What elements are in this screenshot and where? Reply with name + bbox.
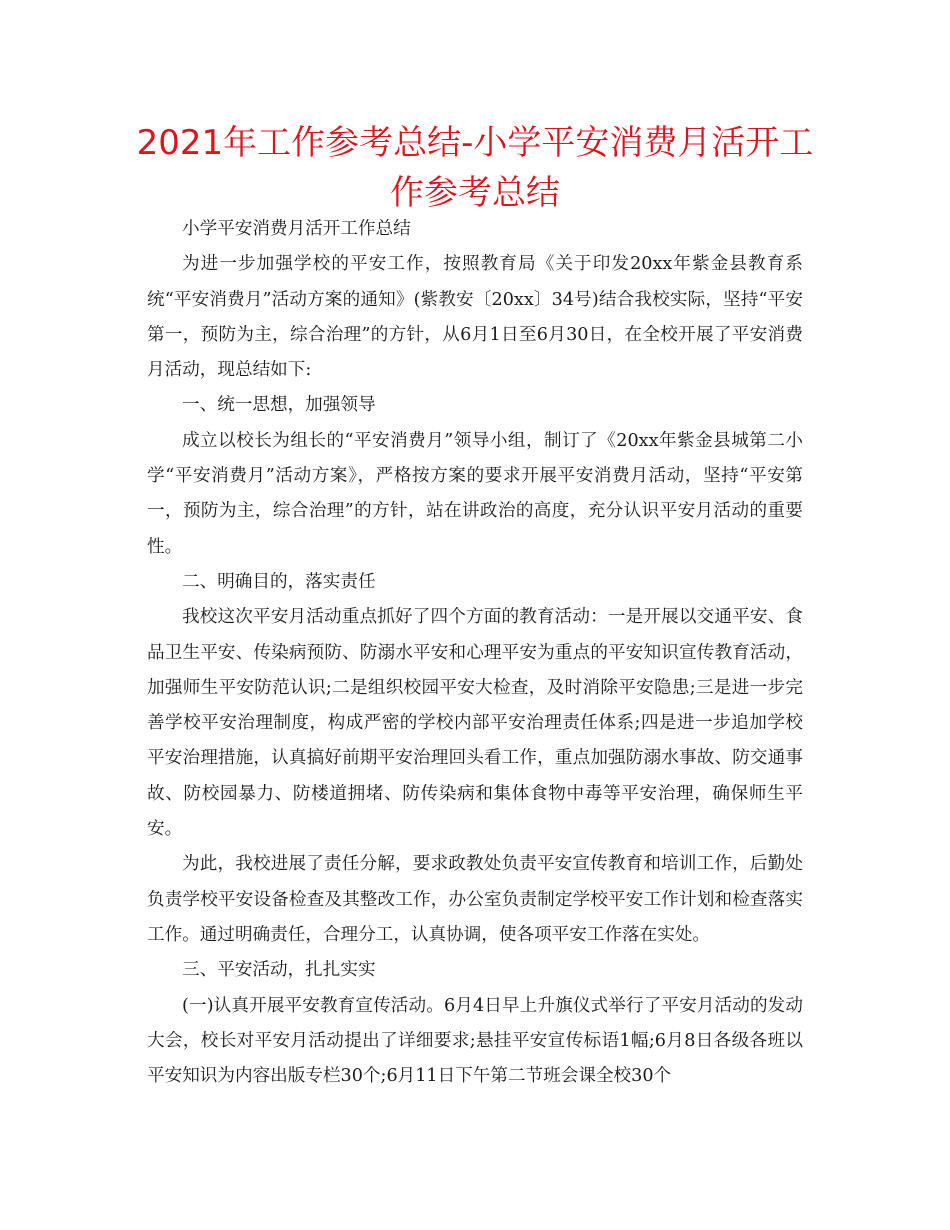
paragraph-publicity: (一)认真开展平安教育宣传活动。6月4日早上升旗仪式举行了平安月活动的发动大会，校长对平安月活动提出了详细要求;悬挂平安宣传标语1幅;6月8日各级各班以平安知识为内容出版专栏30个;6月11日下午第二节班会课全校30个 [147,995,803,1087]
paragraph-responsibility: 为此，我校进展了责任分解，要求政教处负责平安宣传教育和培训工作，后勤处负责学校平安设备检查及其整改工作，办公室负责制定学校平安工作计划和检查落实工作。通过明确责任，合理分工，认真协调，使各项平安工作落在实处。 [147,854,803,945]
document-body [147,212,803,1094]
paragraph-activities: 我校这次平安月活动重点抓好了四个方面的教育活动：一是开展以交通平安、食品卫生平安、传染病预防、防溺水平安和心理平安为重点的平安知识宣传教育活动，加强师生平安防范认识;二是组织校园平安大检查，及时消除平安隐患;三是进一步完善学校平安治理制度，构成严密的学校内部平安治理责任体系;四是进一步追加学校平安治理措施，认真搞好前期平安治理回头看工作，重点加强防溺水事故、防交通事故、防校园暴力、防楼道拥堵、防传染病和集体食物中毒等平安治理，确保师生平安。 [147,607,803,840]
section-heading-1: 一、统一思想，加强领导 [182,395,376,416]
paragraph-leadership: 成立以校长为组长的“平安消费月”领导小组，制订了《20xx年紫金县城第二小学“平安消费月”活动方案》，严格按方案的要求开展平安消费月活动，坚持“平安第一，预防为主，综合治理”的方针，站在讲政治的高度，充分认识平安月活动的重要性。 [147,430,803,557]
section-heading-2: 二、明确目的，落实责任 [182,571,376,592]
paragraph-intro: 为进一步加强学校的平安工作，按照教育局《关于印发20xx年紫金县教育系统“平安消费月”活动方案的通知》(紫教安〔20xx〕34号)结合我校实际，坚持“平安第一，预防为主，综合治理”的方针，从6月1日至6月30日，在全校开展了平安消费月活动，现总结如下: [147,254,803,381]
section-heading-3: 三、平安活动，扎扎实实 [182,960,376,981]
document-title: 2021年工作参考总结-小学平安消费月活开工作参考总结 [136,123,814,213]
section-subtitle: 小学平安消费月活开工作总结 [182,219,411,239]
